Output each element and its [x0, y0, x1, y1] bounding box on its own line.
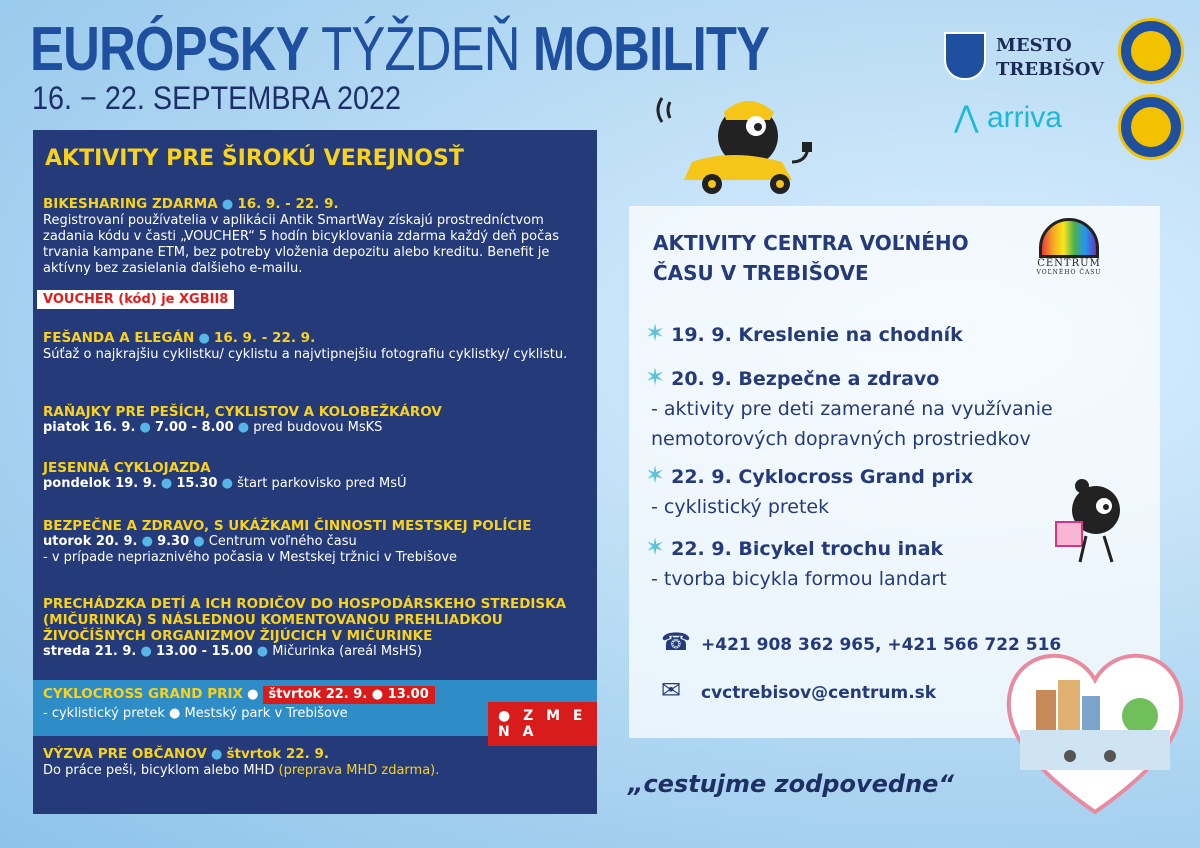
ranajky-time: 7.00 - 8.00 [155, 420, 234, 435]
email-address[interactable]: cvctrebisov@centrum.sk [701, 683, 937, 703]
star-icon: ✶ [645, 319, 666, 347]
cvc-item-4 [645, 532, 947, 594]
prechadzka-activity: PRECHÁDZKA DETÍ A ICH RODIČOV DO HOSPODÁRSKEHO STREDISKA (MIČURINKA) S NÁSLEDNOU KOMENTOVANOU PREHLIADKOU ŽIVOČÍŠNYCH ORGANIZMOV ŽIJÚCICH V MIČURINKE streda 21. 9. ● 13.00 - 15.00 ● Mičurinka (areál MsHS) [43, 596, 591, 660]
event-dates: 16. − 22. SEPTEMBRA 2022 [32, 80, 402, 116]
vyzva-date: štvrtok 22. 9. [226, 746, 330, 762]
bezpecne-day: utorok 20. 9. [43, 534, 138, 549]
cyclocross-time: 13.00 [387, 687, 429, 702]
slogan: „cestujme zodpovedne“ [628, 770, 954, 798]
mesto-line-2: TREBIŠOV [996, 59, 1105, 80]
ranajky-place: pred budovou MsKS [253, 420, 383, 435]
title-part-3: MOBILITY [532, 15, 770, 84]
prechadzka-time: 13.00 - 15.00 [155, 644, 253, 659]
cvc-item-1-title: 19. 9. Kreslenie na chodník [671, 324, 963, 346]
voucher-code-badge: VOUCHER (kód) je XGBII8 [37, 290, 234, 309]
fesanda-title: FEŠANDA A ELEGÁN [43, 330, 195, 346]
bikesharing-text: Registrovaní používatelia v aplikácii Antik SmartWay získajú prostredníctvom zadania kódu v časti „VOUCHER“ 5 hodín bicyklovania zdarma každý deň počas trvania kampane ETM, bez potreby vloženia depozitu alebo kreditu. Benefit je aktívny bez zasielania ďalšieho e-mailu. [43, 213, 559, 276]
phone-icon: ☎ [661, 628, 691, 656]
star-icon: ✶ [645, 363, 666, 391]
vyzva-text: Do práce peši, bicyklom alebo MHD [43, 763, 275, 778]
star-icon: ✶ [645, 533, 666, 561]
cyclocross-date: štvrtok 22. 9. [268, 687, 368, 702]
ranajky-day: piatok 16. 9. [43, 420, 136, 435]
public-activities-heading: AKTIVITY PRE ŠIROKÚ VEREJNOSŤ [45, 146, 464, 171]
cvc-item-4-sub: - tvorba bicykla formou landart [651, 568, 947, 590]
cvc-item-2 [645, 362, 1115, 454]
vyzva-title: VÝZVA PRE OBČANOV [43, 746, 207, 762]
prechadzka-day: streda 21. 9. [43, 644, 137, 659]
cvc-item-3 [645, 460, 973, 522]
cyklojazda-time: 15.30 [176, 476, 218, 491]
bikesharing-date: 16. 9. - 22. 9. [237, 196, 339, 212]
cvc-item-1 [645, 318, 963, 350]
cyclocross-date-badge: štvrtok 22. 9. ● 13.00 [263, 686, 435, 704]
cyklojazda-activity: JESENNÁ CYKLOJAZDA pondelok 19. 9. ● 15.30 ● štart parkovisko pred MsÚ [43, 460, 591, 492]
centrum-logo [1036, 218, 1102, 288]
vyzva-activity: VÝZVA PRE OBČANOV ● štvrtok 22. 9. Do práce peši, bicyklom alebo MHD (preprava MHD zdarma). [43, 746, 440, 778]
phone-number[interactable]: +421 908 362 965, +421 566 722 516 [701, 635, 1062, 655]
cvc-heading: AKTIVITY CENTRA VOĽNÉHO ČASU V TREBIŠOVE [653, 231, 969, 285]
mesto-line-1: MESTO [996, 35, 1072, 56]
bezpecne-place: Centrum voľného času [208, 534, 357, 549]
change-label: Z M E N A [498, 708, 587, 740]
change-badge: ● Z M E N A [488, 702, 597, 746]
city-shield-icon [944, 32, 986, 80]
public-activities-panel [33, 130, 597, 814]
ranajky-activity: RAŇAJKY PRE PEŠÍCH, CYKLISTOV A KOLOBEŽKÁROV piatok 16. 9. ● 7.00 - 8.00 ● pred budovou MsKS [43, 404, 591, 436]
ranajky-title: RAŇAJKY PRE PEŠÍCH, CYKLISTOV A KOLOBEŽKÁROV [43, 404, 442, 420]
cyklojazda-place: štart parkovisko pred MsÚ [237, 476, 407, 491]
centrum-label: CENTRUM [1037, 258, 1101, 269]
cyclocross-text: - cyklistický pretek [43, 706, 165, 721]
cyclocross-place: Mestský park v Trebišove [184, 706, 348, 721]
city-police-seal-icon [1118, 94, 1184, 160]
email-contact [661, 676, 936, 704]
poster-title [30, 15, 770, 84]
girl-mascot-icon [1052, 476, 1138, 568]
cyclocross-activity: CYKLOCROSS GRAND PRIX ● štvrtok 22. 9. ● 13.00 - cyklistický pretek ● Mestský park v Trebišove [43, 686, 591, 722]
arriva-text: arriva [986, 101, 1062, 134]
cvc-item-2-title: 20. 9. Bezpečne a zdravo [671, 368, 940, 390]
bikesharing-title: BIKESHARING ZDARMA [43, 196, 218, 212]
cyclocross-title: CYKLOCROSS GRAND PRIX [43, 686, 243, 702]
cvc-item-2-sub: - aktivity pre deti zamerané na využívanie nemotorových dopravných prostriedkov [651, 398, 1053, 450]
fesanda-text: Súťaž o najkrajšiu cyklistku/ cyklistu a najvtipnejšiu fotografiu cyklistky/ cyklistu. [43, 347, 568, 362]
cyklojazda-title: JESENNÁ CYKLOJAZDA [43, 460, 211, 476]
bikesharing-activity: BIKESHARING ZDARMA ● 16. 9. - 22. 9. Registrovaní používatelia v aplikácii Antik SmartWay získajú prostredníctvom zadania kódu v časti „VOUCHER“ 5 hodín bicyklovania zdarma každý deň počas trvania kampane ETM, bez potreby vloženia depozitu alebo kreditu. Benefit je aktívny bez zasielania ďalšieho e-mailu. [43, 196, 591, 277]
bezpecne-title: BEZPEČNE A ZDRAVO, S UKÁŽKAMI ČINNOSTI MESTSKEJ POLÍCIE [43, 518, 532, 534]
cvc-item-4-title: 22. 9. Bicykel trochu inak [671, 538, 944, 560]
bezpecne-time: 9.30 [157, 534, 190, 549]
rainbow-arc-icon [1039, 218, 1099, 258]
vyzva-note: (preprava MHD zdarma). [278, 763, 440, 778]
arriva-logo [954, 100, 1062, 135]
star-icon: ✶ [645, 461, 666, 489]
technical-services-seal-icon [1118, 18, 1184, 84]
cvc-item-3-title: 22. 9. Cyklocross Grand prix [671, 466, 974, 488]
fesanda-date: 16. 9. - 22. 9. [213, 330, 316, 346]
cvc-item-3-sub: - cyklistický pretek [651, 496, 830, 518]
bezpecne-note: - v prípade nepriaznivého počasia v Mestskej tržnici v Trebišove [43, 550, 458, 565]
scooter-mascot-icon [652, 92, 822, 196]
cyklojazda-day: pondelok 19. 9. [43, 476, 157, 491]
prechadzka-place: Mičurinka (areál MsHS) [272, 644, 422, 659]
mail-icon: ✉ [661, 676, 682, 704]
title-part-1: EURÓPSKY [30, 15, 309, 84]
title-part-2: TÝŽDEŇ [321, 15, 520, 84]
arriva-mark-icon: ⋀ [954, 101, 979, 134]
centrum-sublabel: VOĽNÉHO ČASU [1036, 269, 1102, 276]
prechadzka-title: PRECHÁDZKA DETÍ A ICH RODIČOV DO HOSPODÁRSKEHO STREDISKA (MIČURINKA) S NÁSLEDNOU KOMENTOVANOU PREHLIADKOU ŽIVOČÍŠNYCH ORGANIZMOV ŽIJÚCICH V MIČURINKE [43, 596, 567, 644]
bezpecne-activity: BEZPEČNE A ZDRAVO, S UKÁŽKAMI ČINNOSTI MESTSKEJ POLÍCIE utorok 20. 9. ● 9.30 ● Centrum voľného času - v prípade nepriaznivého počasia v Mestskej tržnici v Trebišove [43, 518, 591, 566]
heart-city-illustration-icon [1000, 640, 1190, 820]
fesanda-activity: FEŠANDA A ELEGÁN ● 16. 9. - 22. 9. Súťaž o najkrajšiu cyklistku/ cyklistu a najvtipnejšiu fotografiu cyklistky/ cyklistu. [43, 330, 591, 363]
mesto-trebisov-logo [944, 30, 1104, 86]
